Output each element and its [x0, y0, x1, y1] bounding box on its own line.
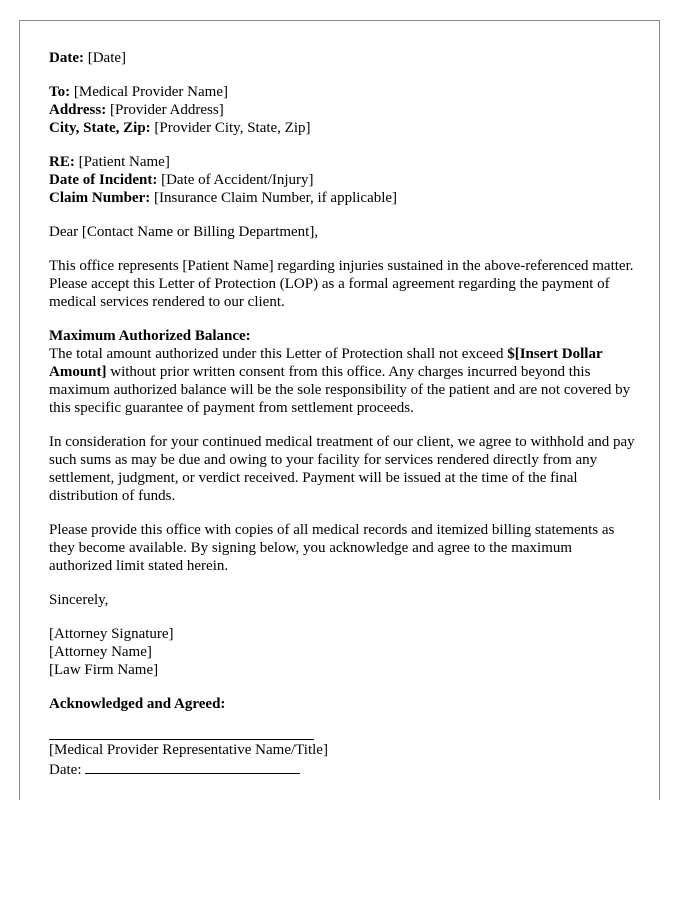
claim-label: Claim Number: — [49, 190, 151, 206]
incident-label: Date of Incident: — [49, 172, 158, 188]
letter-page — [19, 20, 660, 800]
address-label: Address: — [49, 102, 107, 118]
ack-date-line[interactable] — [85, 759, 300, 774]
to-label: To: — [49, 84, 71, 100]
attorney-name: [Attorney Name] — [49, 644, 152, 660]
max-balance-text-after: without prior written consent from this office. Any charges incurred beyond this maximum authorized balance will be the sole responsibility of the patient and are not covered by this specific guarantee of payment from settlement proceeds. — [49, 364, 631, 416]
reference-block — [49, 153, 639, 207]
acknowledgment-block — [49, 695, 639, 779]
acknowledgment-heading: Acknowledged and Agreed: — [49, 696, 226, 712]
salutation: Dear [Contact Name or Billing Department], — [49, 224, 319, 240]
to-value: [Medical Provider Name] — [73, 84, 228, 100]
re-value: [Patient Name] — [78, 154, 170, 170]
intro-paragraph: This office represents [Patient Name] regarding injuries sustained in the above-referenced matter. Please accept this Letter of Protection (LOP) as a formal agreement regarding the payment of medical services rendered to our client. — [49, 258, 634, 310]
max-balance-section — [49, 327, 639, 417]
max-balance-heading: Maximum Authorized Balance: — [49, 328, 251, 344]
provider-rep-label: [Medical Provider Representative Name/Title] — [49, 742, 328, 758]
incident-value: [Date of Accident/Injury] — [161, 172, 314, 188]
recipient-block — [49, 83, 639, 137]
claim-value: [Insurance Claim Number, if applicable] — [154, 190, 398, 206]
closing: Sincerely, — [49, 592, 109, 608]
date-label: Date: — [49, 50, 84, 66]
max-balance-text-before: The total amount authorized under this Letter of Protection shall not exceed — [49, 346, 508, 362]
re-label: RE: — [49, 154, 75, 170]
consideration-paragraph: In consideration for your continued medical treatment of our client, we agree to withhold and pay such sums as may be due and owing to your facility for services rendered directly from any settlement, judgment, or verdict received. Payment will be issued at the time of the final distribution of funds. — [49, 434, 635, 504]
ack-date-label: Date: — [49, 762, 82, 778]
letter-content — [49, 49, 639, 779]
max-balance-amount: $[Insert Dollar Amount] — [49, 346, 603, 380]
city-label: City, State, Zip: — [49, 120, 151, 136]
signature-block — [49, 625, 639, 679]
date-block — [49, 49, 639, 67]
date-value: [Date] — [87, 50, 127, 66]
provider-signature-line[interactable] — [49, 739, 314, 740]
law-firm-name: [Law Firm Name] — [49, 662, 159, 678]
city-value: [Provider City, State, Zip] — [154, 120, 311, 136]
address-value: [Provider Address] — [109, 102, 224, 118]
attorney-signature: [Attorney Signature] — [49, 626, 174, 642]
records-paragraph: Please provide this office with copies of all medical records and itemized billing statements as they become available. By signing below, you acknowledge and agree to the maximum authorized limit stated herein. — [49, 522, 615, 574]
